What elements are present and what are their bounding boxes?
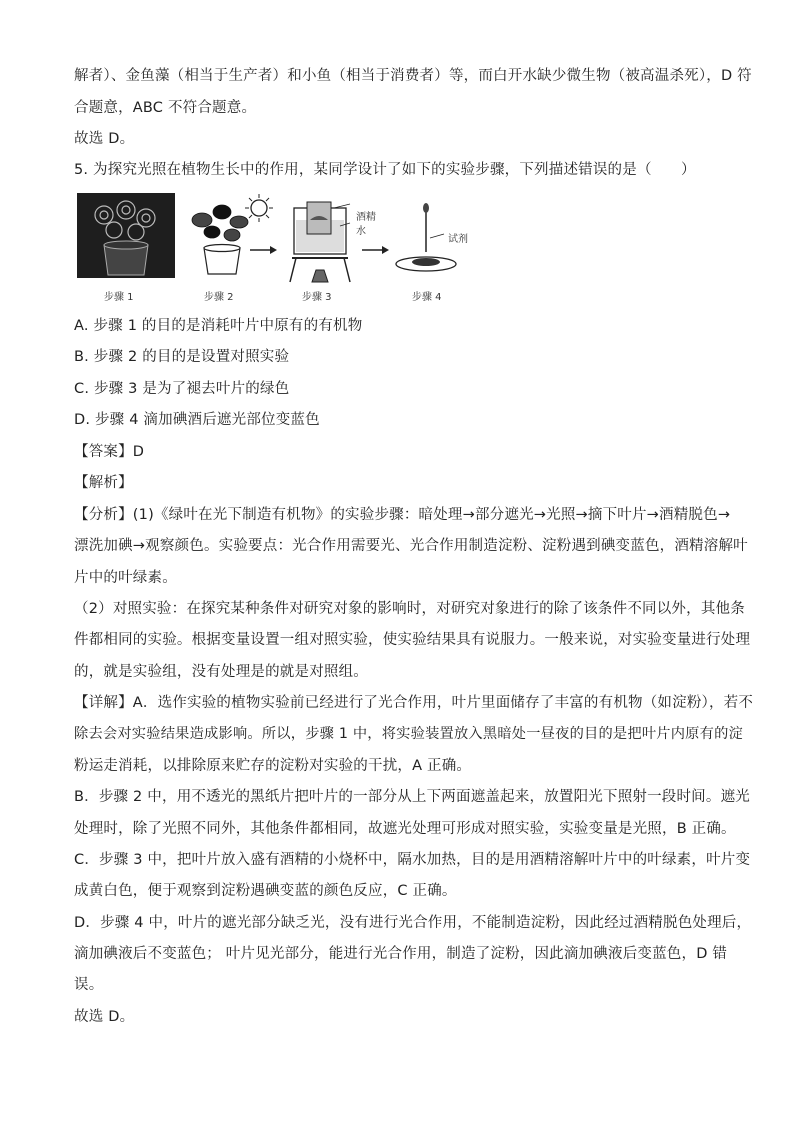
question-stem: 5. 为探究光照在植物生长中的作用，某同学设计了如下的实验步骤，下列描述错误的是（ ） xyxy=(74,162,696,178)
text-line: 故选 D。 xyxy=(74,131,135,147)
text-line: 误。 xyxy=(74,977,104,993)
option-a: A. 步骤 1 的目的是消耗叶片中原有的有机物 xyxy=(74,318,363,334)
step-label: 步骤 2 xyxy=(204,292,234,303)
text-line: 成黄白色，便于观察到淀粉遇碘变蓝的颜色反应，C 正确。 xyxy=(74,883,457,899)
text-line: 处理时，除了光照不同外，其他条件都相同，故遮光处理可形成对照实验，实验变量是光照，B 正确。 xyxy=(74,821,736,837)
analysis-title: 【解析】 xyxy=(74,475,133,491)
label-reagent: 试剂 xyxy=(448,234,468,245)
text-line: 漂洗加碘→观察颜色。实验要点：光合作用需要光、光合作用制造淀粉、淀粉遇到碘变蓝色，酒精溶解叶 xyxy=(74,538,748,554)
text-line: 件都相同的实验。根据变量设置一组对照实验，使实验结果具有说服力。一般来说，对实验变量进行处理 xyxy=(74,632,751,648)
text-line: C．步骤 3 中，把叶片放入盛有酒精的小烧杯中，隔水加热，目的是用酒精溶解叶片中的叶绿素，叶片变 xyxy=(74,852,751,868)
text-line: 的，就是实验组，没有处理是的就是对照组。 xyxy=(74,664,368,680)
text-line: 【详解】A．选作实验的植物实验前已经进行了光合作用，叶片里面储存了丰富的有机物（如淀粉），若不 xyxy=(74,695,754,711)
text-line: 滴加碘液后不变蓝色； 叶片见光部分，能进行光合作用，制造了淀粉，因此滴加碘液后变蓝色，D 错 xyxy=(74,946,728,962)
text-line: D．步骤 4 中，叶片的遮光部分缺乏光，没有进行光合作用，不能制造淀粉，因此经过酒精脱色处理后， xyxy=(74,915,752,931)
sun-icon xyxy=(245,194,273,222)
text-line: 【分析】(1)《绿叶在光下制造有机物》的实验步骤：暗处理→部分遮光→光照→摘下叶片→酒精脱色→ xyxy=(74,507,731,523)
text-line: 除去会对实验结果造成影响。所以，步骤 1 中，将实验装置放入黑暗处一昼夜的目的是把叶片内原有的淀 xyxy=(74,726,743,742)
label-water: 水 xyxy=(356,226,366,237)
step-label: 步骤 3 xyxy=(302,292,332,303)
text-line: 故选 D。 xyxy=(74,1009,135,1025)
option-b: B. 步骤 2 的目的是设置对照实验 xyxy=(74,349,290,365)
text-line: 片中的叶绿素。 xyxy=(74,570,177,586)
answer-line: 【答案】D xyxy=(74,444,145,460)
text-line: 粉运走消耗，以排除原来贮存的淀粉对实验的干扰，A 正确。 xyxy=(74,758,472,774)
step-label: 步骤 4 xyxy=(412,292,442,303)
text-line: 解者）、金鱼藻（相当于生产者）和小鱼（相当于消费者）等，而白开水缺少微生物（被高温杀死），D 符 xyxy=(74,68,752,84)
text-line: B．步骤 2 中，用不透光的黑纸片把叶片的一部分从上下两面遮盖起来，放置阳光下照射一段时间。遮光 xyxy=(74,789,750,805)
text-line: 合题意，ABC 不符合题意。 xyxy=(74,100,257,116)
experiment-figure xyxy=(74,190,474,305)
label-alcohol: 酒精 xyxy=(356,212,376,223)
step-label: 步骤 1 xyxy=(104,292,134,303)
text-line: （2）对照实验：在探究某种条件对研究对象的影响时，对研究对象进行的除了该条件不同以外，其他条 xyxy=(74,601,745,617)
option-c: C. 步骤 3 是为了褪去叶片的绿色 xyxy=(74,381,290,397)
option-d: D. 步骤 4 滴加碘酒后遮光部位变蓝色 xyxy=(74,412,320,428)
